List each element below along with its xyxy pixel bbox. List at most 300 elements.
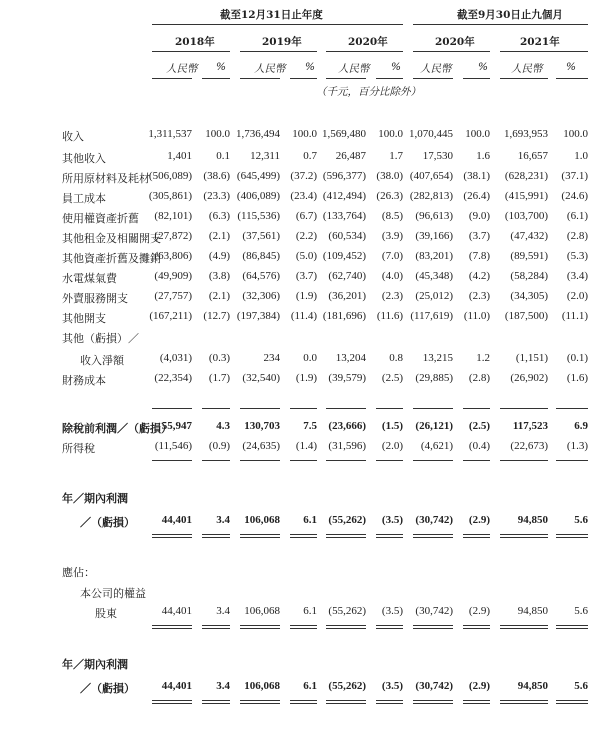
amount-cell: 17,530: [422, 150, 453, 162]
amount-cell: (25,012): [415, 290, 453, 302]
amount-cell: 12,311: [250, 150, 280, 162]
amount-cell: (133,764): [322, 210, 366, 222]
row-label: 其他租金及相關開支: [62, 232, 161, 245]
double-underline: [240, 703, 280, 704]
percent-cell: (7.0): [381, 250, 403, 262]
total-underline: [500, 408, 548, 409]
percent-cell: (2.3): [381, 290, 403, 302]
currency-header: 人民幣: [254, 63, 286, 75]
currency-header: 人民幣: [420, 63, 452, 75]
total-underline: [240, 460, 280, 461]
percent-cell: (0.1): [566, 352, 588, 364]
double-underline: [202, 703, 230, 704]
amount-cell: 106,068: [244, 680, 280, 692]
percent-cell: 5.6: [574, 680, 588, 692]
percent-cell: (5.3): [566, 250, 588, 262]
amount-cell: (197,384): [236, 310, 280, 322]
double-underline: [413, 537, 453, 538]
percent-cell: (4.0): [381, 270, 403, 282]
amount-cell: (117,619): [410, 310, 453, 322]
amount-cell: (628,231): [504, 170, 548, 182]
total-underline: [202, 460, 230, 461]
double-underline: [500, 700, 548, 701]
amount-cell: (24,635): [242, 440, 280, 452]
percent-cell: (23.4): [290, 190, 317, 202]
double-underline: [202, 537, 230, 538]
double-underline: [376, 700, 403, 701]
double-underline: [152, 537, 192, 538]
total-underline: [556, 408, 588, 409]
amount-cell: (37,561): [242, 230, 280, 242]
percent-cell: (2.5): [468, 420, 490, 432]
double-underline: [290, 625, 317, 626]
double-underline: [413, 703, 453, 704]
amount-cell: (31,596): [328, 440, 366, 452]
double-underline: [290, 700, 317, 701]
percent-cell: (1.7): [208, 372, 230, 384]
year-header-2018: 2018年: [175, 36, 215, 48]
year-header-2019: 2019年: [262, 36, 302, 48]
amount-cell: (55,262): [328, 514, 366, 526]
year-underline: [152, 51, 230, 52]
sub-underline: [240, 78, 280, 79]
double-underline: [556, 537, 588, 538]
row-label: 收入: [62, 130, 84, 143]
total-underline: [413, 460, 453, 461]
amount-cell: (55,262): [328, 680, 366, 692]
amount-cell: (27,757): [154, 290, 192, 302]
double-underline: [413, 628, 453, 629]
double-underline: [413, 625, 453, 626]
total-underline: [376, 408, 403, 409]
double-underline: [376, 534, 403, 535]
double-underline: [500, 537, 548, 538]
total-underline: [463, 460, 490, 461]
currency-header: 人民幣: [338, 63, 370, 75]
percent-cell: (24.6): [561, 190, 588, 202]
amount-cell: 44,401: [161, 514, 192, 526]
currency-header: 人民幣: [511, 63, 543, 75]
double-underline: [376, 703, 403, 704]
double-underline: [290, 537, 317, 538]
amount-cell: (34,305): [510, 290, 548, 302]
row-label: 所用原材料及耗材: [62, 172, 150, 185]
amount-cell: (187,500): [504, 310, 548, 322]
amount-cell: 1,569,480: [322, 128, 366, 140]
amount-cell: (83,201): [415, 250, 453, 262]
percent-cell: 6.1: [303, 605, 317, 617]
percent-cell: (2.1): [208, 290, 230, 302]
double-underline: [463, 537, 490, 538]
double-underline: [202, 534, 230, 535]
percent-cell: 5.6: [574, 514, 588, 526]
percent-cell: (26.4): [463, 190, 490, 202]
double-underline: [240, 628, 280, 629]
percent-cell: 3.4: [216, 680, 230, 692]
pct-header: %: [478, 61, 488, 73]
amount-cell: (407,654): [409, 170, 453, 182]
amount-cell: (26,121): [415, 420, 453, 432]
amount-cell: (30,742): [415, 605, 453, 617]
amount-cell: 106,068: [244, 605, 280, 617]
double-underline: [152, 703, 192, 704]
total-underline: [376, 460, 403, 461]
percent-cell: (1.4): [295, 440, 317, 452]
double-underline: [326, 700, 366, 701]
amount-cell: 1,736,494: [236, 128, 280, 140]
amount-cell: (82,101): [154, 210, 192, 222]
percent-cell: (8.5): [381, 210, 403, 222]
amount-cell: (4,031): [159, 352, 192, 364]
row-label: ／（虧損）: [80, 682, 135, 695]
double-underline: [376, 628, 403, 629]
double-underline: [240, 625, 280, 626]
amount-cell: 13,215: [422, 352, 453, 364]
percent-cell: (3.5): [381, 680, 403, 692]
amount-cell: (103,700): [504, 210, 548, 222]
year-underline: [240, 51, 317, 52]
amount-cell: 44,401: [161, 605, 192, 617]
percent-cell: (12.7): [203, 310, 230, 322]
double-underline: [556, 534, 588, 535]
percent-cell: (3.7): [295, 270, 317, 282]
amount-cell: 16,657: [517, 150, 548, 162]
row-label: 本公司的權益: [80, 587, 146, 600]
amount-cell: 1,070,445: [409, 128, 453, 140]
amount-cell: 117,523: [512, 420, 548, 432]
amount-cell: (32,540): [242, 372, 280, 384]
percent-cell: 6.1: [303, 680, 317, 692]
total-underline: [202, 408, 230, 409]
amount-cell: (55,262): [328, 605, 366, 617]
amount-cell: (115,536): [237, 210, 280, 222]
row-label: 水電煤氣費: [62, 272, 117, 285]
sub-underline: [202, 78, 230, 79]
amount-cell: (58,284): [510, 270, 548, 282]
double-underline: [463, 534, 490, 535]
unit-note: （千元，百分比除外）: [316, 86, 421, 98]
year-header-2021-nine: 2021年: [520, 36, 560, 48]
double-underline: [463, 703, 490, 704]
sub-underline: [500, 78, 548, 79]
double-underline: [152, 534, 192, 535]
double-underline: [290, 703, 317, 704]
double-underline: [240, 700, 280, 701]
percent-cell: 0.1: [216, 150, 230, 162]
row-label: 其他開支: [62, 312, 106, 325]
amount-cell: (45,348): [415, 270, 453, 282]
total-underline: [463, 408, 490, 409]
amount-cell: (86,845): [242, 250, 280, 262]
double-underline: [376, 537, 403, 538]
total-underline: [240, 408, 280, 409]
amount-cell: (412,494): [322, 190, 366, 202]
amount-cell: (645,499): [236, 170, 280, 182]
percent-cell: (0.3): [208, 352, 230, 364]
sub-underline: [556, 78, 588, 79]
double-underline: [326, 537, 366, 538]
double-underline: [500, 628, 548, 629]
amount-cell: (26,902): [510, 372, 548, 384]
percent-cell: (1.6): [566, 372, 588, 384]
amount-cell: (47,432): [510, 230, 548, 242]
amount-cell: (415,991): [504, 190, 548, 202]
percent-cell: 100.0: [378, 128, 403, 140]
percent-cell: 4.3: [216, 420, 230, 432]
row-label: 除稅前利潤／（虧損）: [62, 422, 172, 435]
percent-cell: (2.9): [468, 605, 490, 617]
sub-underline: [290, 78, 317, 79]
double-underline: [556, 625, 588, 626]
amount-cell: 94,850: [517, 605, 548, 617]
percent-cell: (11.0): [463, 310, 490, 322]
percent-cell: (5.0): [295, 250, 317, 262]
row-label: 其他收入: [62, 152, 106, 165]
percent-cell: 1.2: [476, 352, 490, 364]
row-label: 外賣服務開支: [62, 292, 128, 305]
amount-cell: (96,613): [415, 210, 453, 222]
total-underline: [152, 408, 192, 409]
total-underline: [290, 460, 317, 461]
row-label: 應佔：: [62, 566, 95, 579]
percent-cell: (0.4): [468, 440, 490, 452]
percent-cell: (2.1): [208, 230, 230, 242]
percent-cell: 3.4: [216, 605, 230, 617]
amount-cell: (181,696): [322, 310, 366, 322]
double-underline: [290, 534, 317, 535]
amount-cell: 26,487: [335, 150, 366, 162]
amount-cell: (27,872): [154, 230, 192, 242]
percent-cell: (6.1): [566, 210, 588, 222]
percent-cell: (3.7): [468, 230, 490, 242]
amount-cell: 234: [263, 352, 280, 364]
percent-cell: (9.0): [468, 210, 490, 222]
amount-cell: 130,703: [244, 420, 280, 432]
percent-cell: (37.2): [290, 170, 317, 182]
percent-cell: 100.0: [292, 128, 317, 140]
pct-header: %: [566, 61, 576, 73]
group-header-nine-months: 截至9月30日止九個月: [457, 9, 563, 21]
percent-cell: (11.4): [290, 310, 317, 322]
total-underline: [326, 408, 366, 409]
sub-underline: [376, 78, 403, 79]
percent-cell: (1.5): [381, 420, 403, 432]
percent-cell: 3.4: [216, 514, 230, 526]
percent-cell: (11.1): [561, 310, 588, 322]
amount-cell: (62,740): [328, 270, 366, 282]
sub-underline: [463, 78, 490, 79]
percent-cell: (2.3): [468, 290, 490, 302]
percent-cell: 7.5: [303, 420, 317, 432]
total-underline: [556, 460, 588, 461]
percent-cell: 0.7: [303, 150, 317, 162]
sub-underline: [413, 78, 453, 79]
double-underline: [202, 700, 230, 701]
amount-cell: (406,089): [236, 190, 280, 202]
row-label: 所得稅: [62, 442, 95, 455]
percent-cell: (4.9): [208, 250, 230, 262]
amount-cell: (596,377): [322, 170, 366, 182]
total-underline: [326, 460, 366, 461]
amount-cell: (30,742): [415, 514, 453, 526]
amount-cell: (506,089): [148, 170, 192, 182]
amount-cell: (22,354): [154, 372, 192, 384]
percent-cell: (2.9): [468, 680, 490, 692]
percent-cell: (6.7): [295, 210, 317, 222]
amount-cell: (282,813): [409, 190, 453, 202]
percent-cell: (1.9): [295, 372, 317, 384]
double-underline: [500, 534, 548, 535]
amount-cell: 1,311,537: [148, 128, 192, 140]
double-underline: [290, 628, 317, 629]
amount-cell: (22,673): [510, 440, 548, 452]
percent-cell: 100.0: [465, 128, 490, 140]
row-label: 使用權資產折舊: [62, 212, 139, 225]
double-underline: [413, 700, 453, 701]
double-underline: [152, 628, 192, 629]
pct-header: %: [305, 61, 315, 73]
percent-cell: (38.6): [203, 170, 230, 182]
row-label: 年／期內利潤: [62, 658, 128, 671]
percent-cell: (37.1): [561, 170, 588, 182]
row-label: 員工成本: [62, 192, 106, 205]
amount-cell: (39,579): [328, 372, 366, 384]
year-header-2020-annual: 2020年: [348, 36, 388, 48]
amount-cell: (89,591): [510, 250, 548, 262]
year-underline: [413, 51, 490, 52]
total-underline: [152, 460, 192, 461]
percent-cell: (26.3): [376, 190, 403, 202]
double-underline: [556, 700, 588, 701]
percent-cell: (3.5): [381, 605, 403, 617]
amount-cell: (29,885): [415, 372, 453, 384]
total-underline: [290, 408, 317, 409]
row-label: 收入淨額: [80, 354, 124, 367]
percent-cell: (4.2): [468, 270, 490, 282]
row-label: 其他資產折舊及攤銷: [62, 252, 161, 265]
total-underline: [413, 408, 453, 409]
amount-cell: (36,201): [328, 290, 366, 302]
percent-cell: (3.5): [381, 514, 403, 526]
percent-cell: (3.8): [208, 270, 230, 282]
percent-cell: 0.8: [389, 352, 403, 364]
percent-cell: (0.9): [208, 440, 230, 452]
percent-cell: 1.6: [476, 150, 490, 162]
percent-cell: (38.0): [376, 170, 403, 182]
amount-cell: (30,742): [415, 680, 453, 692]
sub-underline: [152, 78, 192, 79]
percent-cell: 1.7: [389, 150, 403, 162]
amount-cell: 13,204: [335, 352, 366, 364]
amount-cell: (109,452): [322, 250, 366, 262]
amount-cell: (305,861): [148, 190, 192, 202]
percent-cell: (2.9): [468, 514, 490, 526]
group-underline-nine-months: [413, 24, 588, 25]
amount-cell: 106,068: [244, 514, 280, 526]
percent-cell: (11.6): [376, 310, 403, 322]
percent-cell: (23.3): [203, 190, 230, 202]
double-underline: [326, 534, 366, 535]
pct-header: %: [216, 61, 226, 73]
group-header-annual: 截至12月31日止年度: [220, 9, 323, 21]
amount-cell: 44,401: [161, 680, 192, 692]
double-underline: [463, 625, 490, 626]
double-underline: [556, 628, 588, 629]
amount-cell: 94,850: [517, 680, 548, 692]
percent-cell: (7.8): [468, 250, 490, 262]
percent-cell: 100.0: [205, 128, 230, 140]
double-underline: [202, 625, 230, 626]
percent-cell: 6.1: [303, 514, 317, 526]
percent-cell: 100.0: [563, 128, 588, 140]
double-underline: [152, 625, 192, 626]
percent-cell: (2.5): [381, 372, 403, 384]
percent-cell: (6.3): [208, 210, 230, 222]
percent-cell: (1.9): [295, 290, 317, 302]
row-label: 其他（虧損）／: [62, 332, 139, 345]
amount-cell: 55,947: [161, 420, 192, 432]
double-underline: [556, 703, 588, 704]
row-label: ／（虧損）: [80, 516, 135, 529]
double-underline: [240, 534, 280, 535]
double-underline: [152, 700, 192, 701]
percent-cell: (3.4): [566, 270, 588, 282]
amount-cell: (60,534): [328, 230, 366, 242]
percent-cell: 1.0: [574, 150, 588, 162]
percent-cell: (38.1): [463, 170, 490, 182]
year-underline: [500, 51, 588, 52]
double-underline: [240, 537, 280, 538]
amount-cell: (4,621): [420, 440, 453, 452]
amount-cell: 1,401: [167, 150, 192, 162]
double-underline: [326, 628, 366, 629]
currency-header: 人民幣: [166, 63, 198, 75]
double-underline: [500, 625, 548, 626]
percent-cell: 6.9: [574, 420, 588, 432]
double-underline: [376, 625, 403, 626]
amount-cell: (63,806): [154, 250, 192, 262]
amount-cell: (32,306): [242, 290, 280, 302]
amount-cell: (1,151): [515, 352, 548, 364]
sub-underline: [326, 78, 366, 79]
group-underline-annual: [152, 24, 403, 25]
amount-cell: (11,546): [154, 440, 192, 452]
amount-cell: (23,666): [328, 420, 366, 432]
percent-cell: (2.8): [566, 230, 588, 242]
amount-cell: (64,576): [242, 270, 280, 282]
amount-cell: (49,909): [154, 270, 192, 282]
double-underline: [326, 703, 366, 704]
double-underline: [500, 703, 548, 704]
year-underline: [326, 51, 403, 52]
double-underline: [463, 628, 490, 629]
amount-cell: (39,166): [415, 230, 453, 242]
percent-cell: 5.6: [574, 605, 588, 617]
amount-cell: 94,850: [517, 514, 548, 526]
amount-cell: (167,211): [149, 310, 192, 322]
double-underline: [413, 534, 453, 535]
total-underline: [500, 460, 548, 461]
percent-cell: (1.3): [566, 440, 588, 452]
year-header-2020-nine: 2020年: [435, 36, 475, 48]
percent-cell: (3.9): [381, 230, 403, 242]
percent-cell: 0.0: [303, 352, 317, 364]
percent-cell: (2.2): [295, 230, 317, 242]
row-label: 財務成本: [62, 374, 106, 387]
double-underline: [326, 625, 366, 626]
percent-cell: (2.0): [566, 290, 588, 302]
double-underline: [202, 628, 230, 629]
